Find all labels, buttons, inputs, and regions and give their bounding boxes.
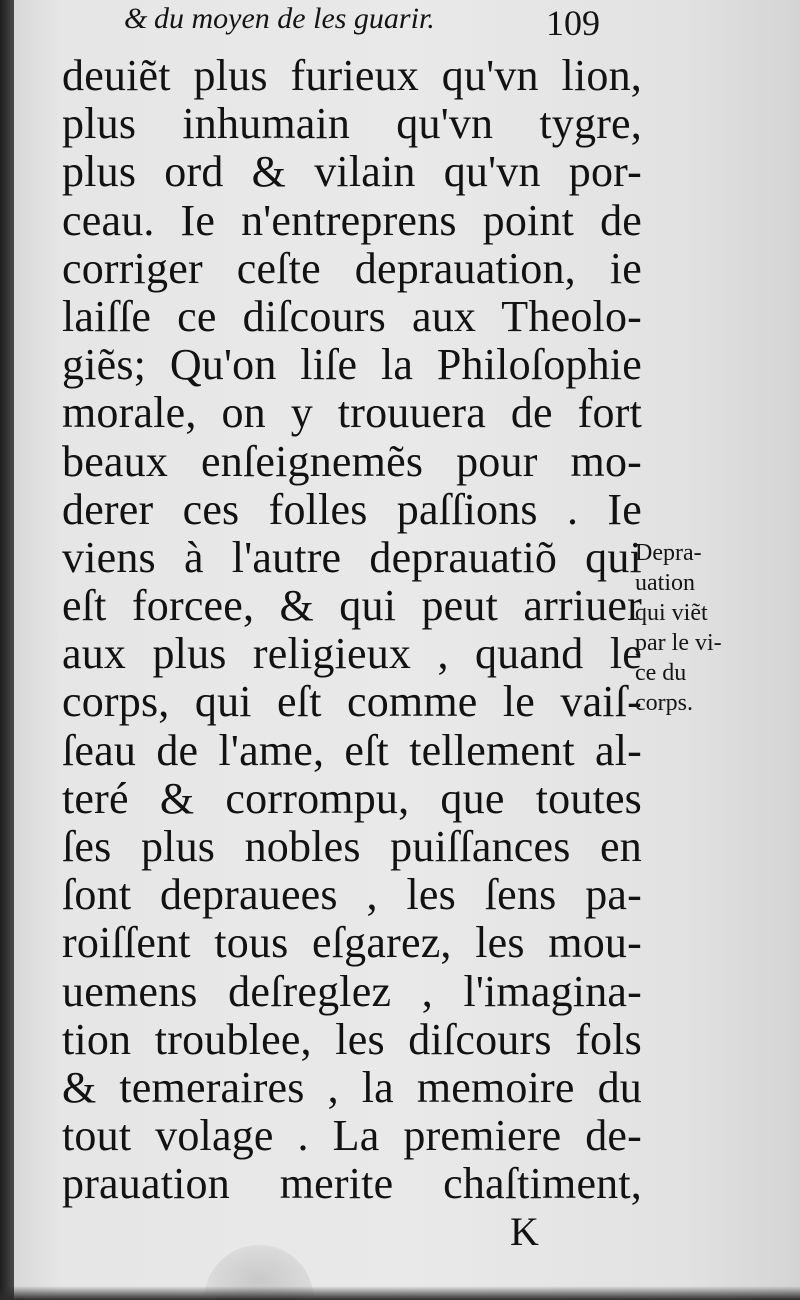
text-line: tion troublee, les diſcours fols	[62, 1014, 642, 1064]
text-line: roiſſent tous eſgarez, les mou-	[62, 918, 642, 968]
margin-note-line: corps.	[635, 690, 693, 716]
text-line: plus ord & vilain qu'vn por-	[62, 147, 642, 197]
text-line: corriger ceſte deprauation, ie	[62, 243, 642, 293]
margin-note	[635, 538, 785, 718]
running-head-title: du moyen de les guarir.	[154, 2, 435, 35]
text-line: aux plus religieux , quand le	[62, 629, 642, 679]
page-number: 109	[546, 3, 600, 43]
text-line: eſt forcee, & qui peut arriuer	[62, 581, 642, 631]
margin-note-line: par le vi-	[635, 630, 722, 656]
page-bottom-edge	[0, 1286, 800, 1300]
book-page	[14, 0, 800, 1300]
margin-note-line: Depra-	[635, 540, 702, 566]
text-line: & temeraires , la memoire du	[62, 1062, 642, 1112]
text-line: ſont deprauees , les ſens pa-	[62, 870, 642, 920]
body-text	[62, 52, 642, 1209]
text-line: derer ces folles paſſions . Ie	[62, 484, 642, 534]
running-head-ornament: &	[124, 2, 148, 35]
margin-note-line: uation	[635, 570, 695, 596]
text-line: plus inhumain qu'vn tygre,	[62, 99, 642, 149]
text-line: corps, qui eſt comme le vaiſ-	[62, 677, 642, 727]
text-line: tout volage . La premiere de-	[62, 1111, 642, 1161]
text-line: giẽs; Qu'on liſe la Philoſophie	[62, 340, 642, 390]
text-line: ſes plus nobles puiſſances en	[62, 822, 642, 871]
text-line: morale, on y trouuera de fort	[62, 388, 642, 438]
text-line: teré & corrompu, que toutes	[62, 773, 642, 823]
show-through-text	[654, 300, 784, 460]
text-line: ceau. Ie n'entreprens point de	[62, 195, 642, 245]
text-line: viens à l'autre deprauatiõ qui	[62, 532, 642, 582]
text-line: deuiẽt plus furieux qu'vn lion,	[62, 51, 642, 100]
text-line: uemens deſreglez , l'imagina-	[62, 966, 642, 1016]
signature-mark: K	[510, 1209, 539, 1254]
margin-note-line: ce du	[635, 660, 687, 686]
margin-note-line: qui viẽt	[635, 600, 708, 626]
text-line: ſeau de l'ame, eſt tellement al-	[62, 725, 642, 775]
text-line: laiſſe ce diſcours aux Theolo-	[62, 291, 642, 341]
text-line: prauation merite chaſtiment,	[62, 1159, 642, 1209]
text-line: beaux enſeignemẽs pour mo-	[62, 436, 642, 486]
gutter-shadow	[0, 0, 14, 1300]
